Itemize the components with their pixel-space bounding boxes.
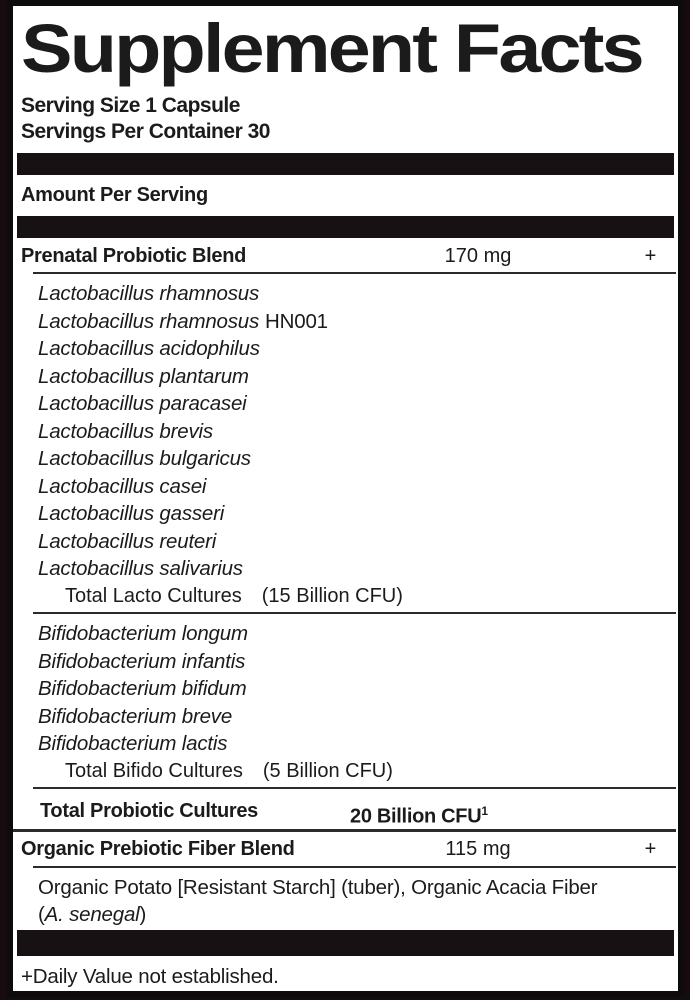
bifido-group xyxy=(21,614,670,787)
total-label: Total Bifido Cultures xyxy=(65,759,243,782)
blend-amount: 170 mg xyxy=(444,245,512,267)
amount-per-serving-heading: Amount Per Serving xyxy=(21,184,208,206)
species-name: Lactobacillus rhamnosus xyxy=(38,309,260,333)
species-name: Bifidobacterium lactis xyxy=(38,732,228,755)
species-row xyxy=(21,280,670,308)
species-name: Lactobacillus acidophilus xyxy=(38,337,260,360)
species-row xyxy=(21,648,670,676)
species-name: Lactobacillus gasseri xyxy=(38,502,225,525)
species-row xyxy=(21,555,670,583)
species-row xyxy=(21,390,670,418)
total-probiotic-value xyxy=(350,797,488,831)
blend-amount: 115 mg xyxy=(445,838,511,860)
species-row xyxy=(21,473,670,501)
thick-separator-bar xyxy=(17,930,674,956)
total-probiotic-row xyxy=(21,789,670,829)
species-row xyxy=(21,528,670,556)
ingredients-line: Organic Potato [Resistant Starch] (tuber), Organic Acacia Fiber xyxy=(38,876,598,899)
daily-value-symbol: + xyxy=(644,838,656,860)
ingredients-line xyxy=(38,901,670,928)
species-row xyxy=(21,335,670,363)
blend-name: Prenatal Probiotic Blend xyxy=(21,245,247,267)
total-probiotic-label: Total Probiotic Cultures xyxy=(40,800,258,822)
serving-size: Serving Size 1 Capsule xyxy=(21,94,240,117)
species-row xyxy=(21,363,670,391)
species-name: Lactobacillus salivarius xyxy=(38,557,243,580)
species-name: Bifidobacterium breve xyxy=(38,704,233,728)
total-lacto-row xyxy=(21,583,670,611)
species-row xyxy=(21,500,670,528)
strain-name: HN001 xyxy=(265,309,328,333)
servings-per-container: Servings Per Container 30 xyxy=(21,120,270,143)
species-name: Lactobacillus paracasei xyxy=(38,392,247,415)
species-row xyxy=(21,308,670,336)
species-name: Lactobacillus bulgaricus xyxy=(38,447,251,470)
serving-info xyxy=(21,93,670,145)
total-label: Total Lacto Cultures xyxy=(65,584,242,607)
species-name: Bifidobacterium infantis xyxy=(38,649,246,673)
supplement-facts-panel xyxy=(7,0,684,997)
species-name: Lactobacillus brevis xyxy=(38,419,213,443)
ingredient-species-name: A. senegal xyxy=(44,903,140,926)
divider xyxy=(33,866,676,868)
total-value: (15 Billion CFU) xyxy=(261,584,403,607)
total-value: (5 Billion CFU) xyxy=(262,759,393,782)
species-name: Lactobacillus casei xyxy=(38,474,207,498)
total-bifido-row xyxy=(21,758,670,786)
paren-open: ( xyxy=(38,903,45,926)
lacto-group xyxy=(21,274,670,612)
species-name: Lactobacillus rhamnosus xyxy=(38,282,260,305)
species-name: Lactobacillus reuteri xyxy=(38,529,217,553)
thick-separator-bar xyxy=(17,153,674,175)
prebiotic-ingredients xyxy=(21,874,670,928)
species-row xyxy=(21,703,670,731)
prenatal-blend-row xyxy=(21,238,670,272)
species-name: Lactobacillus plantarum xyxy=(38,364,249,388)
daily-value-footnote: +Daily Value not established. xyxy=(21,965,279,988)
species-row xyxy=(21,675,670,703)
blend-name: Organic Prebiotic Fiber Blend xyxy=(21,838,295,860)
total-probiotic-amount: 20 Billion CFU xyxy=(350,805,482,828)
species-name: Bifidobacterium longum xyxy=(38,622,248,645)
paren-close: ) xyxy=(139,903,147,926)
species-row xyxy=(21,620,670,648)
daily-value-symbol: + xyxy=(644,245,656,267)
supplement-facts-title: Supplement Facts xyxy=(21,10,642,87)
species-name: Bifidobacterium bifidum xyxy=(38,677,247,700)
prebiotic-blend-row xyxy=(21,832,670,866)
species-row xyxy=(21,445,670,473)
species-row xyxy=(21,418,670,446)
species-row xyxy=(21,730,670,758)
thick-separator-bar xyxy=(17,216,674,238)
footnote-reference: 1 xyxy=(481,804,488,818)
